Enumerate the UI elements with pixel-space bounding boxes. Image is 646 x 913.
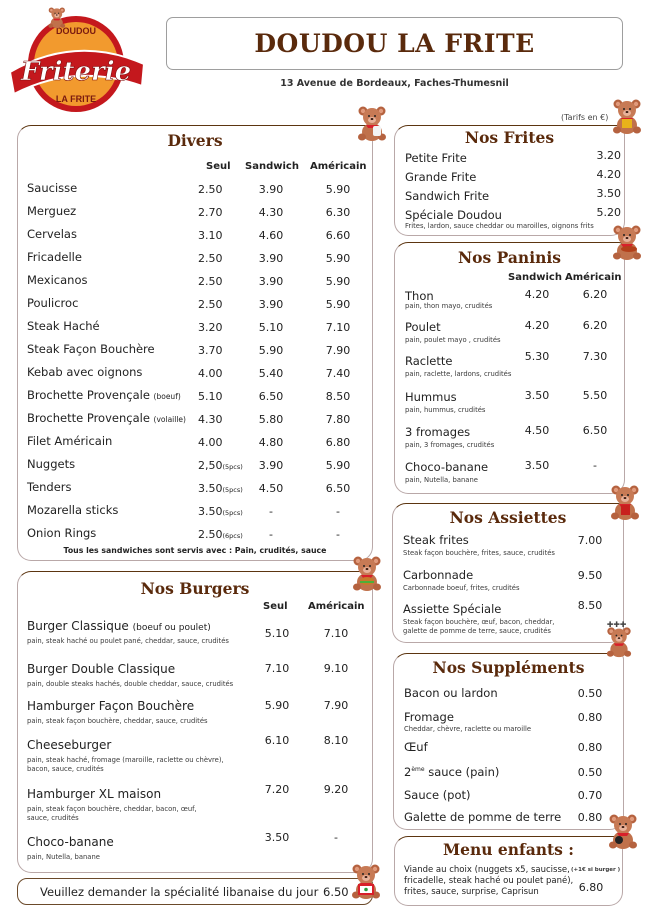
price-sandwich: 3.50 [524,459,550,472]
item-price: 0.80 [577,741,603,754]
price-seul: 3.50 [264,831,290,844]
item-name-text: Poulicroc [27,296,79,310]
item-name-text: Choco-banane [27,835,114,849]
item-name [27,619,211,633]
divers-footer: Tous les sandwiches sont servis avec : Pain, crudités, sauce [63,546,327,555]
item-name [27,342,155,356]
item-name [27,181,77,195]
item-name-text: Fricadelle [27,250,82,264]
item-name-text: Sauce (pot) [404,788,471,802]
section-assiettes [392,503,624,643]
item-name-text: Burger Double Classique [27,662,176,676]
item-description: pain, Nutella, banane [405,476,478,484]
item-price: 8.50 [577,599,603,612]
item-name-text: Mozarella sticks [27,503,119,517]
lebanese-special-box [17,878,373,905]
piece-count: (5pcs) [222,463,243,471]
item-name: Sandwich Frite [405,189,490,203]
item-name: Grande Frite [405,170,477,184]
column-header-seul: Seul [206,161,231,172]
piece-count: (5pcs) [222,509,243,517]
item-name [27,738,111,752]
section-title: Nos Suppléments [432,658,585,677]
price-seul-value: 3.50 [198,505,223,518]
price-seul-value: 5.10 [198,390,223,403]
item-name [27,835,114,849]
price-americain: 7.10 [325,321,351,334]
item-description: pain, thon mayo, crudités [405,302,493,310]
item-description: bacon, sauce, crudités [27,765,104,773]
bear-with-drink-icon [607,483,643,521]
item-description: pain, steak haché, fromage (maroille, raclette ou chèvre), [27,756,224,764]
item-description: pain, steak façon bouchère, cheddar, bacon, œuf, [27,805,197,813]
column-header-americain: Américain [308,601,365,612]
item-name [27,296,78,310]
item-description: Frites, lardon, sauce cheddar ou maroilles, oignons frits [405,222,594,230]
price-sandwich: 5.40 [258,367,284,380]
section-title: Nos Frites [464,128,555,147]
item-name [404,788,471,802]
item-name [27,319,100,333]
price-americain: 5.90 [325,275,351,288]
section-title: Menu enfants : [442,840,575,859]
item-name-text: Filet Américain [27,434,113,448]
restaurant-title-box [166,17,623,70]
price-americain: 7.10 [323,627,349,640]
price-sandwich: 3.90 [258,275,284,288]
price-seul-value: 2.50 [198,275,223,288]
item-description: pain, raclette, lardons, crudités [405,370,512,378]
price-sandwich: 5.90 [258,344,284,357]
item-name-text: Nuggets [27,457,76,471]
price-seul-value: 2.70 [198,206,223,219]
item-note: (boeuf) [153,392,181,401]
item-name [27,662,175,676]
item-name [27,365,142,379]
price-seul-value: 2,50 [198,459,223,472]
item-description: pain, steak façon bouchère, cheddar, sauce, crudités [27,717,208,725]
item-price: 3.20 [596,149,621,162]
price-sandwich: - [269,505,273,518]
column-header-sandwich: Sandwich [508,272,562,283]
item-name-text: Mexicanos [27,273,88,287]
price-seul-value: 2.50 [198,298,223,311]
price-americain: - [336,528,340,541]
item-description: Carbonnade boeuf, frites, crudités [403,584,520,592]
svg-text:Friterie: Friterie [20,57,132,87]
menu-enfants-price: 6.80 [578,881,604,894]
item-name [27,411,186,425]
price-sandwich: 4.50 [524,424,550,437]
item-name [27,457,75,471]
item-name-text: Brochette Provençale [27,411,150,425]
svg-text:✚✚✚: ✚✚✚ [606,620,627,629]
price-americain: - [336,505,340,518]
item-note: (volaille) [153,415,186,424]
price-americain: 6.60 [325,229,351,242]
section-divers [17,125,373,561]
item-name [27,480,72,494]
price-americain: 5.90 [325,183,351,196]
item-note: (boeuf ou poulet) [132,623,211,633]
item-price: 0.50 [577,687,603,700]
lebanese-special-price: 6.50 [323,885,349,899]
price-americain: 7.80 [325,413,351,426]
item-name-text: Hamburger Façon Bouchère [27,699,195,713]
item-name-text: Tenders [27,480,72,494]
item-price: 7.00 [577,534,603,547]
item-name-text: Kebab avec oignons [27,365,143,379]
price-americain: 7.90 [325,344,351,357]
price-sandwich: 4.20 [524,288,550,301]
price-seul-value: 3.50 [198,482,223,495]
item-description: pain, double steaks hachés, double cheddar, sauce, crudités [27,680,234,688]
item-name: Thon [405,289,434,303]
lebanese-special-text: Veuillez demander la spécialité libanaise du jour [40,885,319,899]
price-americain: 7.90 [323,699,349,712]
item-name: Steak frites [403,533,469,547]
item-name: Poulet [405,320,441,334]
price-sandwich: 4.20 [524,319,550,332]
item-name [27,699,194,713]
item-name [27,273,87,287]
price-seul-value: 2.50 [198,183,223,196]
item-description: Steak façon bouchère, frites, sauce, crudités [403,549,555,557]
section-title: Nos Paninis [458,248,561,267]
price-sandwich: 3.90 [258,298,284,311]
item-name-text: Onion Rings [27,526,97,540]
ordinal-suffix: ème [411,766,425,774]
tarifs-note: (Tarifs en €) [561,113,609,122]
price-americain: 6.80 [325,436,351,449]
item-name [27,227,77,241]
item-name [27,434,112,448]
item-name: Choco-banane [405,460,489,474]
item-name: 3 fromages [405,425,471,439]
price-sandwich: 3.50 [524,389,550,402]
item-name-text: Œuf [404,740,428,754]
column-header-sandwich: Sandwich [245,161,299,172]
item-name-text: Burger Classique [27,619,129,633]
price-seul: 7.10 [264,662,290,675]
item-name-text: Steak Haché [27,319,100,333]
item-name [404,710,454,724]
section-frites [394,125,625,236]
price-sandwich: 5.10 [258,321,284,334]
item-name-text: Steak Façon Bouchère [27,342,155,356]
svg-text:LA FRITE: LA FRITE [55,94,97,104]
price-americain: - [334,831,338,844]
section-menu-enfants [394,836,623,906]
column-header-americain: Américain [310,161,367,172]
price-americain: 7.30 [582,350,608,363]
friterie-logo [6,6,148,118]
item-name: Hummus [405,390,457,404]
price-americain: 5.90 [325,298,351,311]
price-americain: - [593,459,597,472]
item-name [404,740,428,754]
item-name-text: Saucisse [27,181,78,195]
price-sandwich: 4.50 [258,482,284,495]
bear-with-bottle-icon [354,104,390,142]
item-price: 0.80 [577,811,603,824]
price-sandwich: 5.80 [258,413,284,426]
item-name-text: Brochette Provençale [27,388,150,402]
price-seul-value: 3.10 [198,229,223,242]
price-americain: 8.10 [323,734,349,747]
item-price: 9.50 [577,569,603,582]
item-name-text: Merguez [27,204,77,218]
bear-with-hotdog-icon [609,223,645,261]
menu-enfants-desc-2: fricadelle, steak haché ou poulet pané), [404,876,574,886]
item-description: pain, 3 fromages, crudités [405,441,495,449]
section-supplements [393,653,624,830]
section-title: Divers [167,131,223,150]
item-name-text: 2 [404,765,412,779]
item-name [27,204,76,218]
svg-text:DOUDOU: DOUDOU [56,26,96,36]
price-americain: 9.20 [323,783,349,796]
price-americain: 5.90 [325,252,351,265]
bear-with-stars-icon [601,620,637,658]
item-price: 3.50 [596,187,621,200]
price-sandwich: 3.90 [258,252,284,265]
restaurant-title: DOUDOU LA FRITE [254,29,535,58]
price-sandwich: 5.30 [524,350,550,363]
price-sandwich: 4.30 [258,206,284,219]
bear-with-lebanon-flag-icon [348,862,384,900]
price-americain: 6.30 [325,206,351,219]
item-description: pain, Nutella, banane [27,853,100,861]
item-price: 0.80 [577,711,603,724]
price-sandwich: 3.90 [258,459,284,472]
item-price: 0.50 [577,766,603,779]
price-seul-value: 4.30 [198,413,223,426]
price-seul: 7.20 [264,783,290,796]
price-sandwich: 4.80 [258,436,284,449]
price-sandwich: 4.60 [258,229,284,242]
price-americain: 6.20 [582,319,608,332]
item-name [404,686,498,700]
price-sandwich: 6.50 [258,390,284,403]
item-description: Cheddar, chèvre, raclette ou maroille [404,725,532,733]
item-price: 0.70 [577,789,603,802]
item-name [404,810,561,824]
item-description: sauce, crudités [27,814,79,822]
item-name: Spéciale Doudou [405,208,502,222]
item-description: pain, steak haché ou poulet pané, cheddar, sauce, crudités [27,637,229,645]
item-name [27,526,96,540]
price-americain: 6.50 [582,424,608,437]
price-sandwich: - [269,528,273,541]
column-header-seul: Seul [263,601,288,612]
item-description: Steak façon bouchère, œuf, bacon, cheddar, [403,618,555,626]
item-name: Carbonnade [403,568,474,582]
price-seul-value: 3.70 [198,344,223,357]
item-name: Assiette Spéciale [403,602,502,616]
price-seul-value: 3.20 [198,321,223,334]
item-name-text: Hamburger XL maison [27,787,162,801]
item-description: pain, hummus, crudités [405,406,486,414]
price-seul: 5.10 [264,627,290,640]
item-name [27,250,82,264]
price-seul-value: 2.50 [198,528,223,541]
price-americain: 6.50 [325,482,351,495]
section-burgers [17,571,373,873]
bear-with-fries-icon [609,97,645,135]
item-name: Petite Frite [405,151,467,165]
item-description: pain, poulet mayo , crudités [405,336,501,344]
bear-with-burger-icon [349,554,385,592]
price-americain: 5.50 [582,389,608,402]
item-price: 5.20 [596,206,621,219]
price-americain: 8.50 [325,390,351,403]
item-name [27,503,118,517]
price-americain: 5.90 [325,459,351,472]
section-paninis [394,242,625,494]
item-name: Raclette [405,354,453,368]
item-name [27,388,181,402]
price-americain: 9.10 [323,662,349,675]
price-seul-value: 2.50 [198,252,223,265]
bear-plain-icon [605,812,641,850]
section-title: Nos Assiettes [449,508,567,527]
price-americain: 7.40 [325,367,351,380]
piece-count: (6pcs) [222,532,243,540]
menu-enfants-desc-1: Viande au choix (nuggets x5, saucisse, [404,865,570,875]
price-seul: 5.90 [264,699,290,712]
price-seul-value: 4.00 [198,436,223,449]
section-title: Nos Burgers [140,579,250,598]
item-name-text: Fromage [404,710,454,724]
menu-enfants-desc-3: frites, sauce, surprise, Caprisun [404,887,539,897]
item-name [27,787,161,801]
price-seul: 6.10 [264,734,290,747]
restaurant-address: 13 Avenue de Bordeaux, Faches-Thumesnil [280,78,509,89]
item-name-text: Cervelas [27,227,77,241]
item-name [404,765,499,779]
menu-enfants-note: (+1€ si burger ) [571,867,621,873]
piece-count: (5pcs) [222,486,243,494]
item-name-rest: sauce (pain) [424,765,500,779]
item-price: 4.20 [596,168,621,181]
item-name-text: Galette de pomme de terre [404,810,562,824]
item-name-text: Bacon ou lardon [404,686,498,700]
price-sandwich: 3.90 [258,183,284,196]
column-header-americain: Américain [565,272,622,283]
item-description: galette de pomme de terre, sauce, crudités [403,627,551,635]
price-americain: 6.20 [582,288,608,301]
item-name-text: Cheeseburger [27,738,112,752]
price-seul-value: 4.00 [198,367,223,380]
